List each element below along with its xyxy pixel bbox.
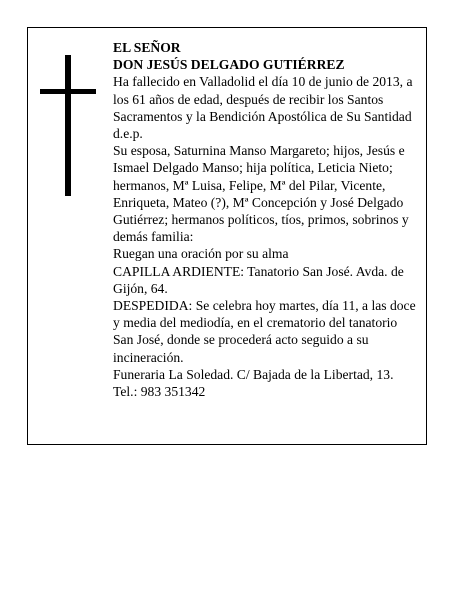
deceased-name: DON JESÚS DELGADO GUTIÉRREZ — [113, 57, 345, 73]
funeral-home: Funeraria La Soledad. C/ Bajada de la Libertad, 13. — [113, 366, 394, 382]
obituary-text — [113, 39, 421, 400]
death-info: Ha fallecido en Valladolid el día 10 de junio de 2013, a los 61 años de edad, después de recibir los Santos Sacramentos y la Bendición Apostólica de Su Santidad d.e.p. — [113, 74, 413, 142]
title-line-1: EL SEÑOR — [113, 40, 181, 55]
family-list: Su esposa, Saturnina Manso Margareto; hijos, Jesús e Ismael Delgado Manso; hija política, Leticia Nieto; hermanos, Mª Luisa, Felipe, Mª del Pilar, Vicente, Enriqueta, Mateo (?), Mª Concepción y José Delgado Gutiérrez; hermanos políticos, tíos, primos, sobrinos y demás familia: — [113, 143, 409, 245]
phone-number: Tel.: 983 351342 — [113, 384, 206, 400]
cross-vertical-bar — [65, 55, 71, 196]
cross-icon — [40, 55, 96, 196]
chapel-info: CAPILLA ARDIENTE: Tanatorio San José. Avda. de Gijón, 64. — [113, 263, 404, 296]
cross-horizontal-bar — [40, 89, 96, 94]
prayer-request: Ruegan una oración por su alma — [113, 246, 289, 262]
farewell-info: DESPEDIDA: Se celebra hoy martes, día 11, a las doce y media del mediodía, en el crematorio del tanatorio San José, donde se procederá acto seguido a su incineración. — [113, 298, 416, 365]
